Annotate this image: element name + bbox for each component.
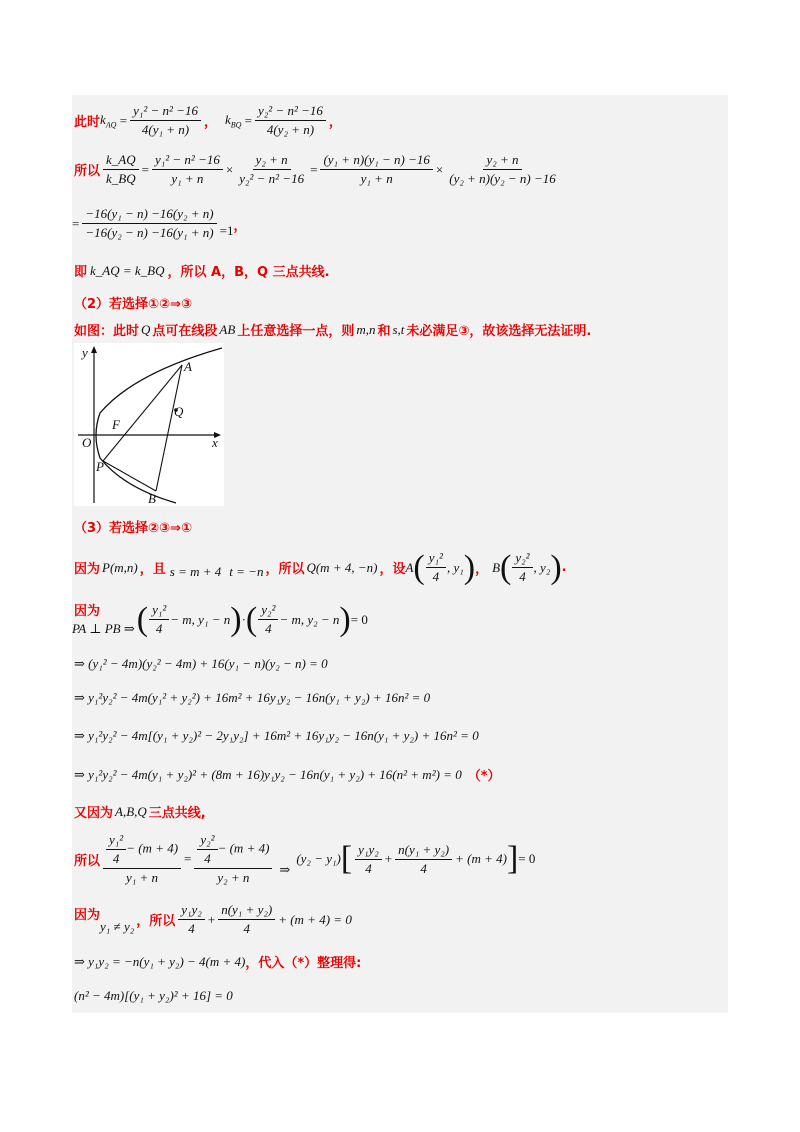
part2-text: 如图：此时 Q 点可在线段 AB 上任意选择一点，则 m,n 和 s,t 未必满足③，故该选择无法证明. [74, 321, 592, 339]
k-aq: $k_{AQ}$ [100, 111, 117, 130]
slope-expressions-line: 此时 $k_{AQ}$ = $\frac{\text{y₁² − n² −16}}{\text{4(y₁ + n)}}$ ， $k_{BQ}$ = $\frac{\text{y₂² − n² −16}}{\text{4(y₂ + n)}}$ ， [74, 103, 342, 137]
figure-svg [74, 343, 224, 506]
y-axis-arrow-icon [91, 346, 97, 353]
fraction-kaq: $\frac{\text{y₁² − n² −16}}{\text{4(y₁ + n)}}$ [130, 103, 201, 138]
setup-line: 因为 P(m,n) ，且 s = m + 4 t = −n ，所以 Q(m + 4, −n) ，设 A ( y₁² 4 , y₁ ) ， B ( y₂² 4 , y₂ ) . [74, 548, 567, 586]
label-o: O [82, 435, 92, 450]
fraction-kbq: $\frac{\text{y₂² − n² −16}}{\text{4(y₂ + n)}}$ [255, 103, 326, 138]
derivation-1: ⇒ (y₁² − 4m)(y₂² − 4m) + 16(y₁ − n)(y₂ − n) = 0 [74, 656, 328, 671]
collinear-statement: 又因为 A,B,Q 三点共线, [74, 803, 206, 821]
label-f: F [112, 417, 120, 432]
collinear-conclusion: 即 k_AQ = k_BQ ，所以 A，B，Q 三点共线. [74, 262, 330, 280]
parabola-figure [74, 343, 224, 506]
derivation-3: ⇒ y₁²y₂² − 4m[(y₁ + y₂)² − 2y₁y₂] + 16m² + 16y₁y₂ − 16n(y₁ + y₂) + 16n² = 0 [74, 728, 479, 743]
derivation-4: ⇒ y₁²y₂² − 4m(y₁ + y₂)² + (8m + 16)y₁y₂ − 16n(y₁ + y₂) + 16(n² + m²) = 0 （*） [74, 766, 501, 784]
label-a: A [184, 359, 192, 374]
label-y: y [82, 345, 88, 360]
star-marker: （*） [467, 769, 501, 784]
perpendicular-line: 因为 PA ⊥ PB ⇒ ( y₁² 4 − m, y₁ − n ) · ( y₂² 4 − m, y₂ − n ) = 0 [72, 600, 368, 638]
slope-equality-line: 所以 $\frac{\text{y₁²}}{4}$ − (m + 4) y₁ + n = $\frac{\text{y₂²}}{4}$ − (m + 4) y₂ + n ⇒ (y₂ − y₁) [ y₁y₂ 4 + $\frac{\text{n(y₁ + y₂)}}{4}$ + (m + 4) ] = 0 [74, 832, 536, 885]
substitution-line: ⇒ y₁y₂ = −n(y₁ + y₂) − 4(m + 4) ，代入（*）整理得: [74, 953, 362, 971]
derivation-2: ⇒ y₁²y₂² − 4m(y₁² + y₂²) + 16m² + 16y₁y₂ − 16n(y₁ + y₂) + 16n² = 0 [74, 690, 431, 705]
segment-ab [156, 365, 182, 491]
final-equation: (n² − 4m)[(y₁ + y₂)² + 16] = 0 [74, 988, 233, 1003]
label-p: P [96, 459, 104, 474]
label-cishi: 此时 [74, 115, 101, 130]
ratio-result-line: = $\frac{\text{−16(y₁ − n) −16(y₂ + n)}}{\text{−16(y₂ − n) −16(y₁ + n)}}$ = 1 ， [72, 206, 247, 240]
label-q: Q [174, 404, 184, 419]
distinct-roots-line: 因为 y₁ ≠ y₂ ，所以 y₁y₂ 4 + $\frac{\text{n(y₁ + y₂)}}{4}$ + (m + 4) = 0 [74, 902, 352, 936]
label-x: x [212, 435, 218, 450]
part2-heading: （2）若选择①②⇒③ [74, 297, 192, 312]
segment-pb [103, 461, 156, 491]
ratio-line: 所以 $\frac{k\_AQ}{k\_BQ}$ = $\frac{\text{y₁² − n² −16}}{\text{y₁ + n}}$ × $\frac{\text{y₂ + n}}{\text{y₂² − n² −16}}$ = $\frac{\text{(y₁ + n)(y₁ − n) −16}}{\text{y₁ + n}}$ × $\frac{\text{y₂ + n}}{\text{(y₂ + n)(y₂ − n) −16}}$ [74, 152, 556, 186]
label-b: B [148, 491, 156, 506]
part3-heading: （3）若选择②③⇒① [74, 521, 192, 536]
k-bq: $k_{BQ}$ [224, 111, 242, 130]
